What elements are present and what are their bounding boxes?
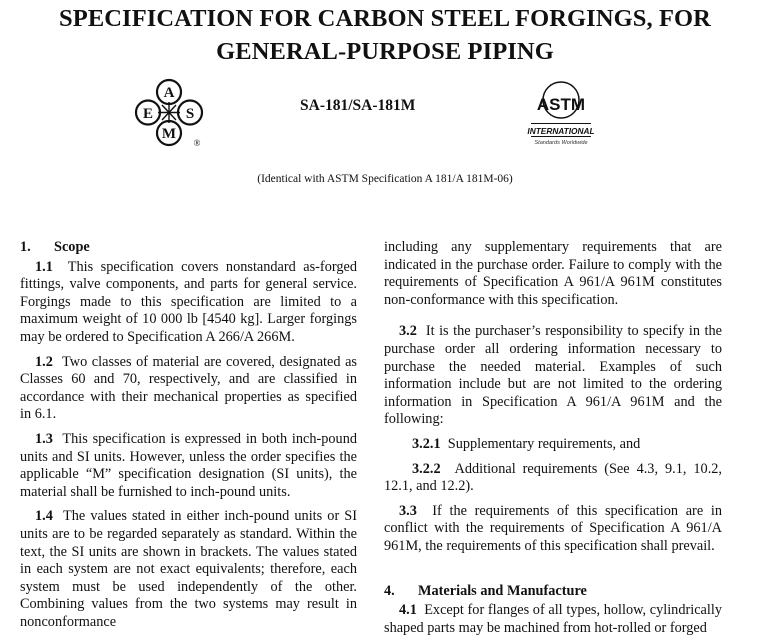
paragraph-number: 1.4: [35, 508, 53, 525]
astm-logo-icon: [527, 80, 595, 148]
paragraph-1-1: [20, 259, 357, 347]
asme-letter-right: S: [185, 106, 195, 122]
left-column: [20, 239, 357, 638]
section-title: Materials and Manufacture: [418, 582, 587, 599]
title-line-1: SPECIFICATION FOR CARBON STEEL FORGINGS, FOR: [59, 5, 711, 32]
paragraph-text: This specification is expressed in both inch-pound units and SI units. However, unless the order specifies the applicable “M” specification designation (SI units), the material shall be furnished to inch-pound units.: [20, 430, 357, 500]
paragraph-number: 1.3: [35, 430, 53, 447]
asme-logo-icon: [133, 78, 205, 148]
paragraph-number: 3.2: [399, 323, 417, 340]
paragraph-3-2-1: [384, 436, 722, 454]
asme-letter-left: E: [142, 106, 154, 122]
title-line-2: GENERAL-PURPOSE PIPING: [216, 38, 554, 65]
document-title: [0, 2, 770, 68]
paragraph-number: 3.3: [399, 502, 417, 519]
paragraph-number: 3.2.1: [412, 435, 441, 452]
paragraph-4-1: [384, 602, 722, 637]
right-column: [384, 239, 722, 644]
paragraph-3-2: [384, 323, 722, 429]
section-number: 1.: [20, 239, 31, 255]
paragraph-number: 4.1: [399, 602, 417, 619]
paragraph-text: The values stated in either inch-pound units or SI units are to be regarded separately as standard. Within the text, the SI units are shown in brackets. The values stated in each system are not exact equivalents; therefore, each system must be used independently of the other. Combining values from the two systems may result in nonconformance: [20, 508, 357, 630]
section-title: Scope: [54, 239, 90, 255]
paragraph-1-4: [20, 508, 357, 631]
paragraph-text: Additional requirements (See 4.3, 9.1, 10.2, 12.1, and 12.2).: [384, 460, 722, 495]
section-spacer: [384, 563, 722, 583]
section-4-heading: [384, 583, 722, 601]
astm-tagline: Standards Worldwide: [534, 140, 588, 146]
paragraph-continued: including any supplementary requirements that are indicated in the purchase order. Failure to comply with the requirements of Specification A 961/A 961M constitutes non-conformance with this specification.: [384, 239, 722, 308]
paragraph-number: 1.2: [35, 353, 53, 370]
paragraph-text: Except for flanges of all types, hollow, cylindrically shaped parts may be machined from hot-rolled or forged: [384, 602, 722, 636]
paragraph-text: If the requirements of this specification are in conflict with the requirements of Specification A 961/A 961M, the requirements of this specification shall prevail.: [384, 502, 722, 554]
paragraph-number: 3.2.2: [412, 460, 441, 477]
astm-org: INTERNATIONAL: [527, 126, 595, 136]
paragraph-text: Supplementary requirements, and: [447, 435, 641, 452]
paragraph-3-3: [384, 503, 722, 556]
asme-letter-top: A: [163, 85, 175, 101]
identical-note: (Identical with ASTM Specification A 181/A 181M-06): [257, 173, 513, 185]
paragraph-number: 1.1: [35, 258, 53, 275]
asme-letter-bottom: M: [161, 126, 177, 142]
paragraph-1-3: [20, 431, 357, 501]
astm-mark: ASTM: [536, 95, 586, 114]
section-1-heading: [20, 239, 357, 257]
paragraph-text: Two classes of material are covered, designated as Classes 60 and 70, respectively, and are classified in accordance with their mechanical properties as specified in 6.1.: [20, 353, 357, 423]
section-number: 4.: [384, 582, 395, 599]
designation: SA-181/SA-181M: [300, 97, 416, 114]
paragraph-1-2: [20, 354, 357, 424]
paragraph-3-2-2: [384, 461, 722, 496]
paragraph-text: It is the purchaser’s responsibility to specify in the purchase order all ordering information necessary to purchase the needed material. Examples of such information include but are not limited to the ordering information in Specification A 961/A 961M and the following:: [384, 323, 722, 428]
paragraph-text: This specification covers nonstandard as-forged fittings, valve components, and parts for general service. Forgings made to this specification are limited to a maximum weight of 10 000 lb [4540 kg]. Larger forgings may be ordered to Specification A 266/A 266M.: [20, 258, 357, 345]
registered-mark: ®: [193, 138, 201, 148]
